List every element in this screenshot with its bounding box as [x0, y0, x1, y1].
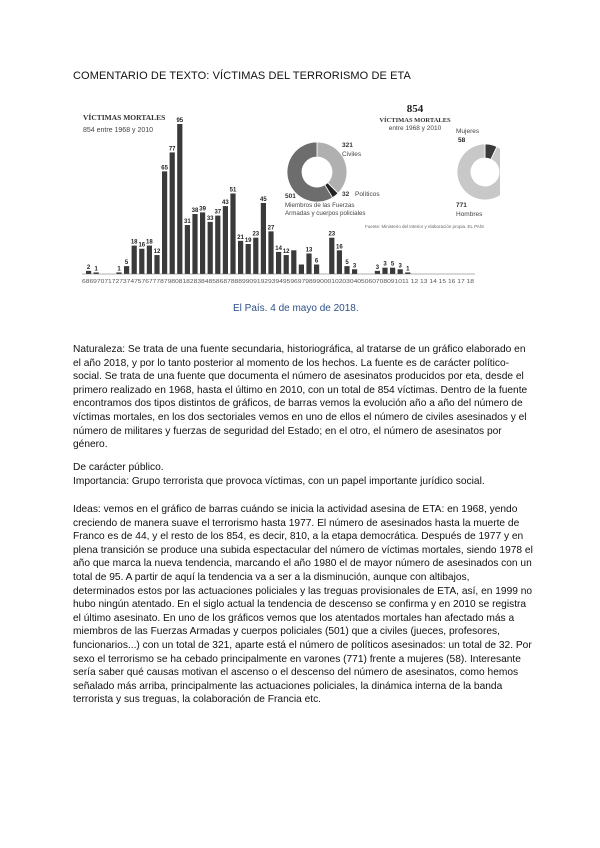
bar-68 — [86, 271, 91, 274]
bar-label-01: 16 — [336, 244, 343, 251]
bar-chart-title: VÍCTIMAS MORTALES — [83, 113, 166, 122]
bar-label-80: 95 — [176, 118, 184, 124]
bar-88 — [238, 241, 243, 274]
bar-label-72: 1 — [117, 266, 121, 273]
bar-84 — [208, 222, 213, 274]
pie-label-politicos-value: 32 — [342, 191, 350, 198]
figure-caption: El País. 4 de mayo de 2018. — [233, 303, 359, 314]
bar-label-09: 3 — [398, 263, 402, 270]
chart-source-note: Fuente: Ministerio del Interior y elaboración propia. EL PAÍS — [365, 224, 485, 229]
bar-label-91: 45 — [260, 196, 267, 203]
bar-label-81: 31 — [184, 219, 191, 226]
pie-label-fuerzas-value: 501 — [285, 193, 296, 200]
eta-victims-chart — [80, 100, 500, 300]
pie-label-mujeres: Mujeres — [456, 128, 480, 135]
eta-victims-figure — [80, 100, 500, 320]
pie-label-fuerzas: Miembros de las Fuerzas Armadas y cuerpos policiales — [285, 202, 366, 217]
bar-label-98: 6 — [314, 258, 319, 265]
paragraph-naturaleza-text: Naturaleza: Se trata de una fuente secundaria, historiográfica, al tratarse de un gráfico elaborado en el año 2018, y por lo tanto posterior al momento de los hechos. La fuente es de carácter político-social. Se trata de una fuente que documenta el número de asesinatos producidos por eta, desde el primero realizado en 1968, hasta el último en 2010, con un total de 854 víctimas. Dentro de la fuente encontramos dos tipos distintos de gráficos, de barras vemos la evolución año a año del número de víctimas mortales, en los dos sectoriales vemos en uno de ellos el número de civiles asesinados y el número de militares y fuerzas de seguridad del Estado; en el otro, el número de asesinatos por género. — [73, 344, 528, 451]
paragraph-caracter-text: De carácter público. — [73, 462, 164, 473]
bar-83 — [200, 212, 205, 274]
bar-label-10: 1 — [406, 266, 410, 273]
paragraph-naturaleza — [73, 343, 533, 452]
page-title: COMENTARIO DE TEXTO: VÍCTIMAS DEL TERRORISMO DE ETA — [73, 70, 411, 82]
pie-chart-sector — [287, 142, 347, 202]
bar-label-85: 37 — [214, 209, 222, 216]
bar-label-73: 5 — [124, 260, 129, 267]
pie-label-mujeres-value: 58 — [458, 137, 466, 144]
bar-80 — [177, 124, 182, 274]
bar-82 — [192, 214, 197, 274]
bar-label-76: 18 — [146, 239, 153, 246]
bar-label-79: 77 — [168, 146, 176, 153]
paragraph-ideas-text: Ideas: vemos en el gráfico de barras cuándo se inicia la actividad asesina de ETA: en 1968, yendo creciendo de manera suave el terrorismo hasta 1977. El número de asesinados hasta la muerte de Franco es de 44, y el resto de los 854, es decir, 810, a la etapa democrática. Después de 1977 y en plena transición se produce una subida espectacular del número de víctimas mortales, siendo 1978 el año que marca la nueva tendencia, marcando el año 1980 el de mayor número de asesinados con un total de 95. A partir de aquí la tendencia va a ser a la disminución, aunque con altibajos, determinados estos por las actuaciones policiales y las treguas provisionales de ETA, así, en 1999 no hubo ningún atentado. En el siglo actual la tendencia de descenso se confirma y en 2010 se registra el último asesinato. En uno de los gráficos vemos que los atentados mortales han afectado más a miembros de las Fuerzas Armadas y cuerpos policiales (501) que a civiles (jueces, profesores, funcionarios...) con un total de 321, aparte está el número de políticos asesinados: un total de 32. Por sexo el terrorismo se ha cebado principalmente en varones (771) frente a mujeres (58). Interesante sería saber qué causas motivan el ascenso o el descenso del número de asesinatos, como hemos señalado más arriba, principalmente las actuaciones policiales, la dinámica interna de la banda terrorista y sus treguas, la colaboración de Francia etc. — [73, 504, 533, 706]
bar-label-94: 12 — [282, 249, 290, 256]
bar-label-77: 12 — [153, 249, 161, 256]
bar-label-68: 2 — [86, 264, 91, 271]
paragraph-caracter — [73, 461, 533, 475]
bar-02 — [344, 266, 349, 274]
bar-73 — [124, 266, 129, 274]
bar-76 — [147, 246, 152, 274]
bar-label-75: 16 — [138, 242, 146, 249]
bar-label-83: 39 — [199, 206, 206, 213]
pie-chart-gender — [457, 144, 500, 200]
bar-81 — [185, 225, 190, 274]
bar-label-92: 27 — [267, 225, 275, 232]
bar-06 — [375, 271, 380, 274]
bar-03 — [352, 269, 357, 274]
bar-label-08: 5 — [390, 261, 395, 268]
bar-75 — [139, 249, 144, 274]
bar-98 — [314, 265, 319, 274]
bar-97 — [306, 253, 311, 274]
bar-label-74: 18 — [130, 239, 138, 246]
pie-chart-subtitle-line2: entre 1968 y 2010 — [388, 125, 442, 132]
pie-chart-subtitle-line1: VÍCTIMAS MORTALES — [379, 117, 451, 124]
pie-chart-total: 854 — [406, 103, 424, 115]
bar-92 — [268, 231, 273, 274]
bar-label-00: 23 — [328, 231, 336, 238]
pie-label-civiles-value: 321 — [342, 142, 353, 149]
bar-01 — [337, 250, 342, 274]
paragraph-ideas — [73, 503, 533, 707]
paragraph-importancia-text: Importancia: Grupo terrorista que provoca víctimas, con un papel importante jurídico social. — [73, 476, 485, 487]
bar-label-69: 1 — [94, 266, 98, 273]
bar-label-88: 21 — [237, 234, 244, 241]
bar-74 — [132, 246, 137, 274]
bar-label-89: 19 — [244, 238, 252, 244]
bar-08 — [390, 268, 395, 274]
bar-label-06: 3 — [375, 264, 380, 271]
bar-label-02: 5 — [345, 260, 349, 267]
bar-00 — [329, 238, 334, 274]
pie-sector-slice-0 — [317, 142, 347, 193]
bar-90 — [253, 238, 258, 274]
bar-85 — [215, 216, 220, 274]
bar-label-97: 13 — [305, 247, 313, 254]
bar-label-90: 23 — [252, 231, 260, 238]
bar-89 — [246, 244, 251, 274]
pie-label-hombres: Hombres — [456, 211, 483, 218]
bar-93 — [276, 252, 281, 274]
pie-label-politicos: Políticos — [355, 191, 380, 198]
bar-label-07: 3 — [383, 261, 387, 268]
bar-79 — [170, 152, 175, 274]
bar-label-86: 43 — [222, 200, 229, 207]
bar-95 — [291, 250, 296, 274]
bar-78 — [162, 171, 167, 274]
bar-label-82: 38 — [191, 208, 199, 214]
bar-77 — [154, 255, 159, 274]
bar-96 — [299, 265, 304, 274]
bar-09 — [398, 269, 403, 274]
pie-label-hombres-value: 771 — [456, 202, 467, 209]
bar-94 — [284, 255, 289, 274]
bar-86 — [223, 206, 228, 274]
bar-91 — [261, 203, 266, 274]
bar-chart-subtitle: 854 entre 1968 y 2010 — [83, 127, 154, 134]
bar-87 — [230, 193, 235, 274]
bar-chart-bars — [86, 124, 410, 274]
bar-label-78: 65 — [161, 165, 168, 172]
bar-label-03: 3 — [352, 263, 357, 270]
bar-label-87: 51 — [229, 187, 237, 194]
bar-label-93: 14 — [275, 245, 282, 252]
paragraph-importancia — [73, 475, 533, 489]
pie-label-civiles: Civiles — [342, 151, 362, 158]
bar-07 — [382, 268, 387, 274]
bar-chart-year-axis: 6869707172737475767778798081828384858687888990919293949596979899000102030405060708091011 12 13 14 15 16 17 18 — [82, 279, 475, 285]
bar-label-84: 33 — [206, 215, 214, 222]
